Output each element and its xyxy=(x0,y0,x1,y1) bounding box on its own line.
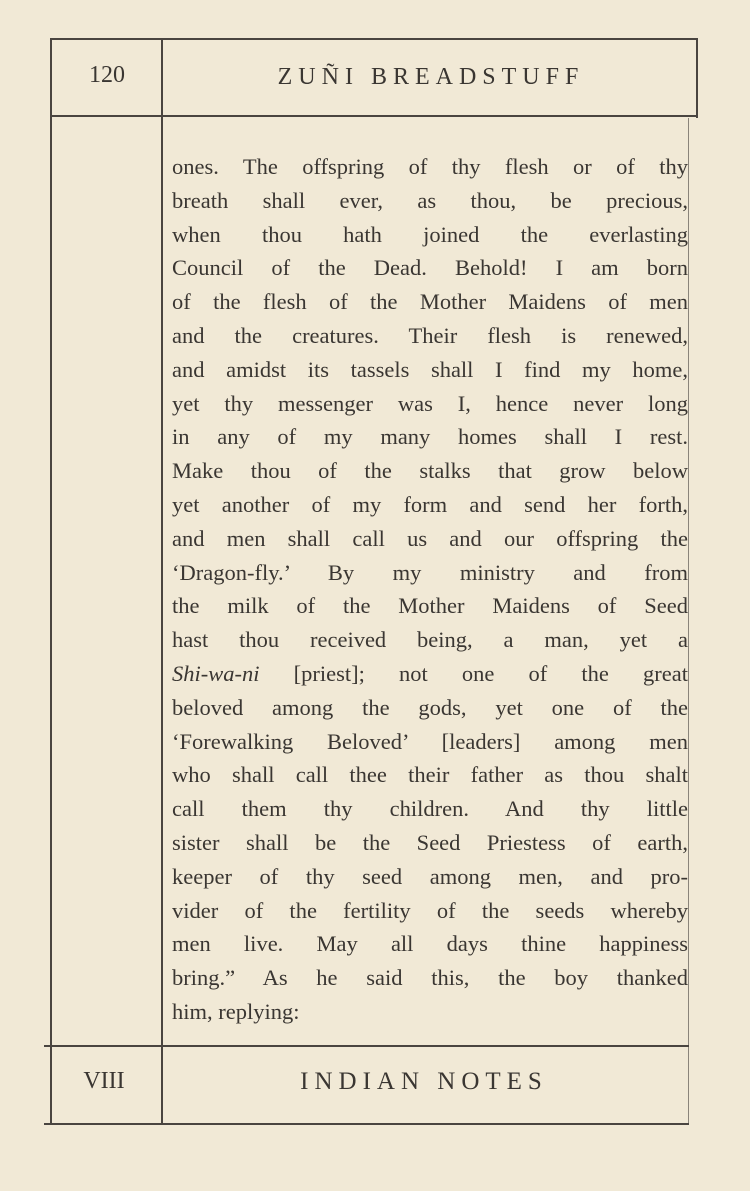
text-line: when thou hath joined the everlasting xyxy=(172,221,688,247)
volume-number: VIII xyxy=(83,1068,125,1094)
text-line: in any of my many homes shall I rest. xyxy=(172,424,688,450)
text-line: call them thy children. And thy little xyxy=(172,796,688,822)
text-line: breath shall ever, as thou, be precious, xyxy=(172,187,688,213)
text-line: and men shall call us and our offspring the xyxy=(172,525,688,551)
frame-left xyxy=(50,38,52,1125)
text-line-italic xyxy=(172,657,688,691)
text-line: Council of the Dead. Behold! I am born xyxy=(172,255,688,281)
frame-bottom xyxy=(44,1123,689,1125)
text-line: beloved among the gods, yet one of the xyxy=(172,694,688,720)
text-line: men live. May all days thine happiness xyxy=(172,931,688,957)
text-line: and amidst its tassels shall I find my home, xyxy=(172,356,688,382)
text-line: of the flesh of the Mother Maidens of men xyxy=(172,289,688,315)
text-line: yet thy messenger was I, hence never long xyxy=(172,390,688,416)
text-line: ‘Forewalking Beloved’ [leaders] among men xyxy=(172,728,688,754)
text-line: bring.” As he said this, the boy thanked xyxy=(172,965,688,991)
text-line: vider of the fertility of the seeds whereby xyxy=(172,897,688,923)
body-text xyxy=(172,150,688,1029)
text-line: yet another of my form and send her forth, xyxy=(172,491,688,517)
text-line: hast thou received being, a man, yet a xyxy=(172,627,688,653)
text-line: who shall call thee their father as thou shalt xyxy=(172,762,688,788)
text-line: and the creatures. Their flesh is renewed, xyxy=(172,322,688,348)
header-divider xyxy=(50,115,698,117)
frame-right-body xyxy=(688,118,689,1125)
text-line: the milk of the Mother Maidens of Seed xyxy=(172,593,688,619)
running-title: ZUÑI BREADSTUFF xyxy=(277,64,585,90)
text-line: Make thou of the stalks that grow below xyxy=(172,458,688,484)
text-segment: [priest]; not one of the great xyxy=(259,660,688,686)
frame-top xyxy=(50,38,698,40)
text-line: ones. The offspring of thy flesh or of thy xyxy=(172,154,688,179)
footer-divider xyxy=(44,1045,689,1047)
text-line: him, replying: xyxy=(172,998,300,1024)
text-line: keeper of thy seed among men, and pro- xyxy=(172,863,688,889)
page-number: 120 xyxy=(89,62,125,88)
column-divider xyxy=(161,38,163,1125)
italic-term: Shi-wa-ni xyxy=(172,660,260,686)
series-title: INDIAN NOTES xyxy=(300,1068,548,1095)
text-line: ‘Dragon-fly.’ By my ministry and from xyxy=(172,559,688,585)
text-line: sister shall be the Seed Priestess of earth, xyxy=(172,829,688,855)
